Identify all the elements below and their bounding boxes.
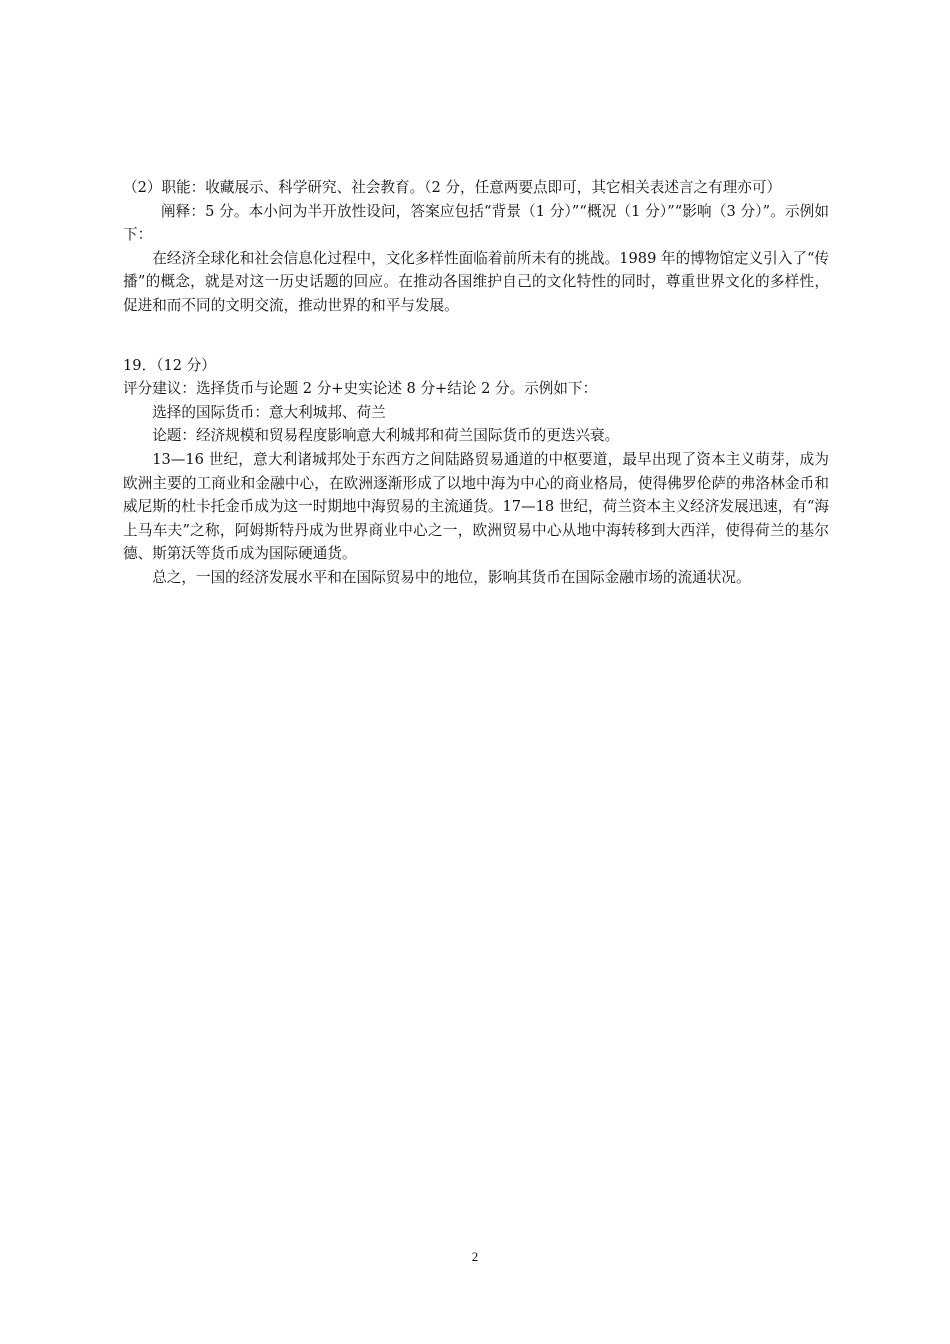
function-answer: （2）职能：收藏展示、科学研究、社会教育。（2 分，任意两要点即可，其它相关表述言之有理亦可） (123, 179, 782, 196)
elaboration-rubric: 阐释：5 分。本小问为半开放性设问，答案应包括“背景（1 分）”“概况（1 分）”“影响（3 分）”。示例如下： (123, 202, 829, 244)
answer-content (123, 176, 829, 590)
q19-thesis: 论题：经济规模和贸易程度影响意大利城邦和荷兰国际货币的更迭兴衰。 (152, 427, 620, 445)
q19-argument: 13—16 世纪，意大利诸城邦处于东西方之间陆路贸易通道的中枢要道，最早出现了资本主义萌芽，成为欧洲主要的工商业和金融中心，在欧洲逐渐形成了以地中海为中心的商业格局，使得佛罗伦萨的弗洛林金币和威尼斯的杜卡托金币成为这一时期地中海贸易的主流通货。17—18 世纪，荷兰资本主义经济发展迅速，有“海上马车夫”之称，阿姆斯特丹成为世界商业中心之一，欧洲贸易中心从地中海转移到大西洋，使得荷兰的基尔德、斯第沃等货币成为国际硬通货。 (123, 450, 829, 563)
question-19-heading: 19．（12 分） (123, 356, 216, 374)
q19-selected-currency: 选择的国际货币：意大利城邦、荷兰 (152, 403, 386, 421)
page-number: 2 (471, 1249, 479, 1264)
museum-example-text: 在经济全球化和社会信息化过程中，文化多样性面临着前所未有的挑战。1989 年的博物馆定义引入了“传播”的概念，就是对这一历史话题的回应。在推动各国维护自己的文化特性的同时，尊重世界文化的多样性，促进和而不同的文明交流，推动世界的和平与发展。 (123, 249, 829, 314)
q19-conclusion: 总之，一国的经济发展水平和在国际贸易中的地位，影响其货币在国际金融市场的流通状况。 (152, 568, 751, 586)
section-spacer (123, 318, 829, 354)
q19-scoring-advice: 评分建议：选择货币与论题 2 分+史实论述 8 分+结论 2 分。示例如下： (123, 380, 598, 398)
